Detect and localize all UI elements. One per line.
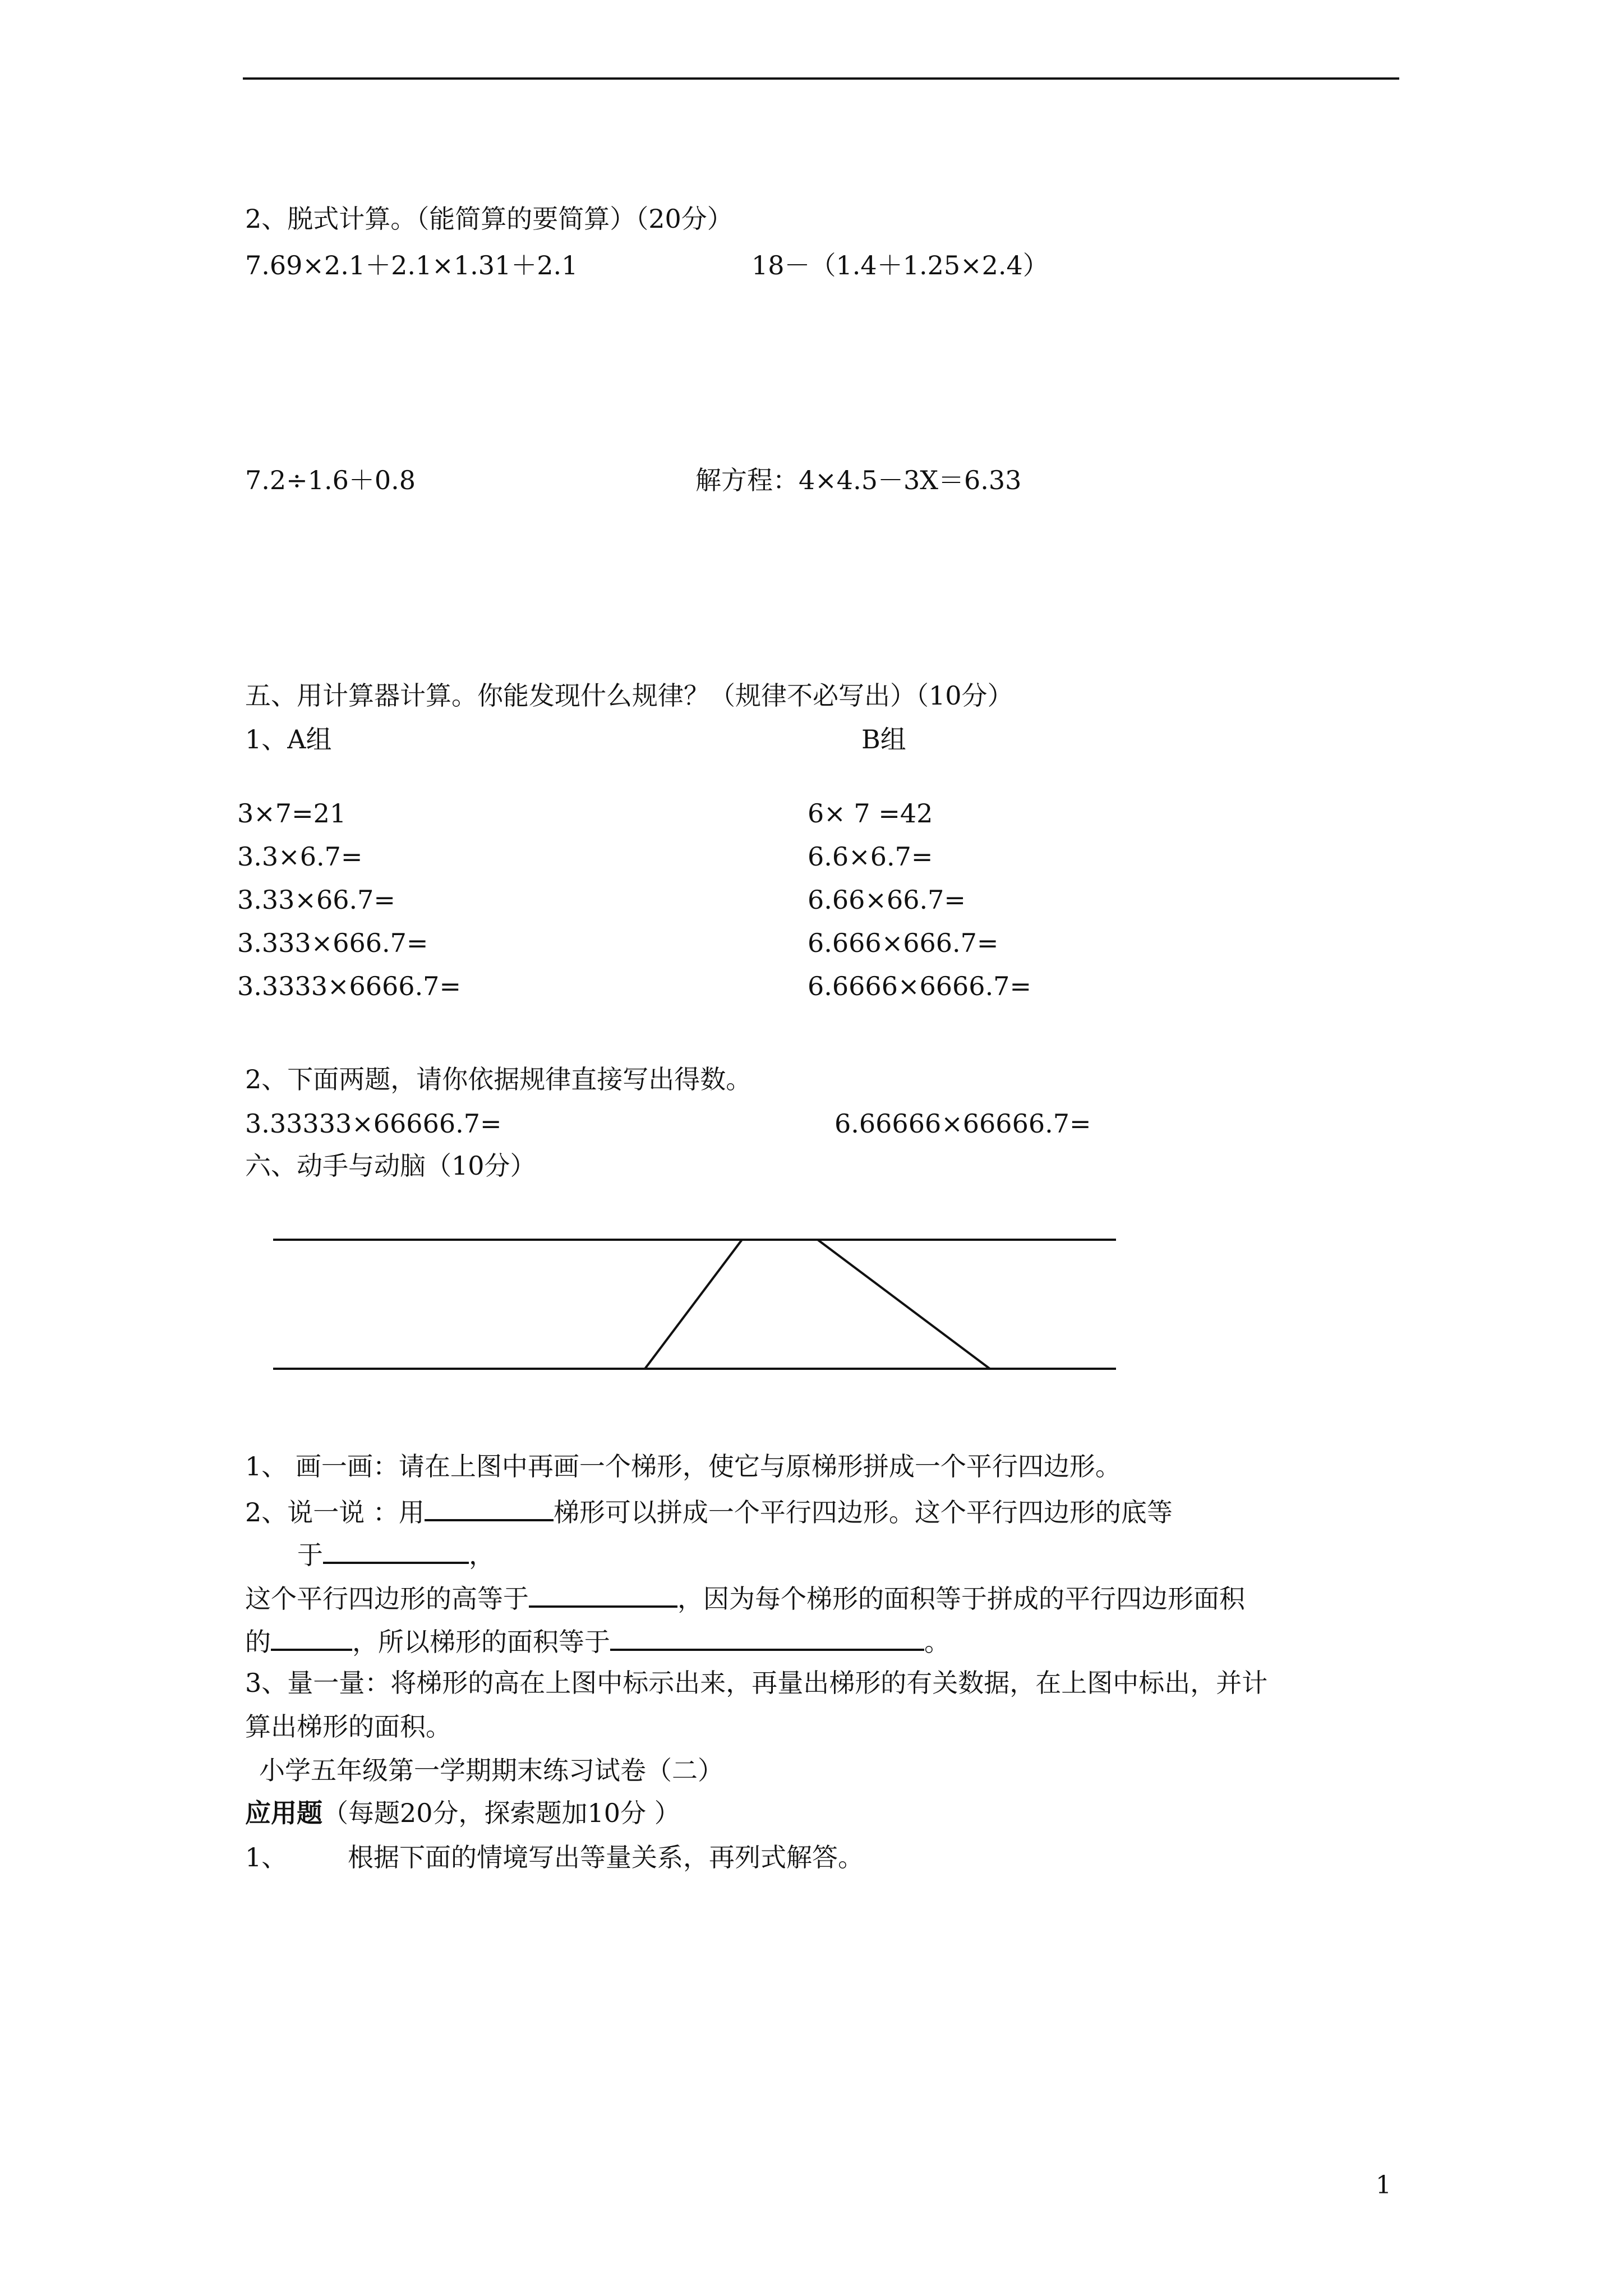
group-a-item: 3.3333×6666.7= xyxy=(237,971,461,1001)
say-instruction-line4: 的 ，所以梯形的面积等于 。 xyxy=(245,1624,950,1658)
paper-title: 小学五年级第一学期期末练习试卷（二） xyxy=(259,1755,723,1786)
rule-answer-a: 3.33333×66666.7= xyxy=(245,1108,502,1139)
expression-2: 18－（1.4＋1.25×2.4） xyxy=(751,250,1049,280)
answer-blank[interactable] xyxy=(323,1537,469,1564)
group-b-item: 6× 7 =42 xyxy=(808,798,933,829)
expression-1: 7.69×2.1＋2.1×1.31＋2.1 xyxy=(245,250,578,280)
say-instruction-line2: 于 ， xyxy=(297,1537,495,1571)
section-heading-calc: 2、脱式计算。（能简算的要简算）（20分） xyxy=(245,204,733,234)
draw-instruction: 1、 画一画：请在上图中再画一个梯形，使它与原梯形拼成一个平行四边形。 xyxy=(245,1451,1121,1481)
measure-instruction-line1: 3、量一量：将梯形的高在上图中标示出来，再量出梯形的有关数据，在上图中标出，并计 xyxy=(245,1668,1268,1698)
trapezoid-left-leg xyxy=(645,1240,742,1369)
group-a-item: 3.333×666.7= xyxy=(237,928,428,958)
group-b-item: 6.66×66.7= xyxy=(808,885,966,915)
section-heading-hands-on: 六、动手与动脑（10分） xyxy=(245,1151,536,1181)
answer-blank[interactable] xyxy=(529,1581,677,1608)
expression-3: 7.2÷1.6＋0.8 xyxy=(245,465,416,495)
say-instruction-line1: 2、说一说 ：用 梯形可以拼成一个平行四边形。这个平行四边形的底等 xyxy=(245,1494,1173,1528)
section-heading-calculator: 五、用计算器计算。你能发现什么规律？（规律不必写出）（10分） xyxy=(245,680,1013,711)
page-number: 1 xyxy=(1376,2171,1391,2200)
trapezoid-right-leg xyxy=(818,1240,990,1369)
group-b-item: 6.6×6.7= xyxy=(808,841,933,872)
rule-question: 2、下面两题，请你依据规律直接写出得数。 xyxy=(245,1064,752,1094)
question-text: 根据下面的情境写出等量关系，再列式解答。 xyxy=(348,1842,864,1872)
application-heading: 应用题（每题20分，探索题加10分 ） xyxy=(245,1798,680,1828)
measure-instruction-line2: 算出梯形的面积。 xyxy=(245,1711,451,1742)
group-a-label: 1、A组 xyxy=(245,724,332,754)
group-a-item: 3.33×66.7= xyxy=(237,885,395,915)
say-instruction-line3: 这个平行四边形的高等于 ，因为每个梯形的面积等于拼成的平行四边形面积 xyxy=(245,1581,1245,1614)
group-b-label: B组 xyxy=(861,724,906,754)
answer-blank[interactable] xyxy=(271,1624,352,1651)
group-a-item: 3×7=21 xyxy=(237,798,347,829)
group-b-item: 6.6666×6666.7= xyxy=(808,971,1031,1001)
question-number: 1、 xyxy=(245,1842,288,1872)
answer-blank[interactable] xyxy=(425,1494,554,1521)
answer-blank[interactable] xyxy=(610,1624,924,1651)
rule-answer-b: 6.66666×66666.7= xyxy=(834,1108,1091,1139)
group-b-item: 6.666×666.7= xyxy=(808,928,999,958)
equation: 解方程：4×4.5－3X＝6.33 xyxy=(695,465,1022,495)
group-a-item: 3.3×6.7= xyxy=(237,841,363,872)
